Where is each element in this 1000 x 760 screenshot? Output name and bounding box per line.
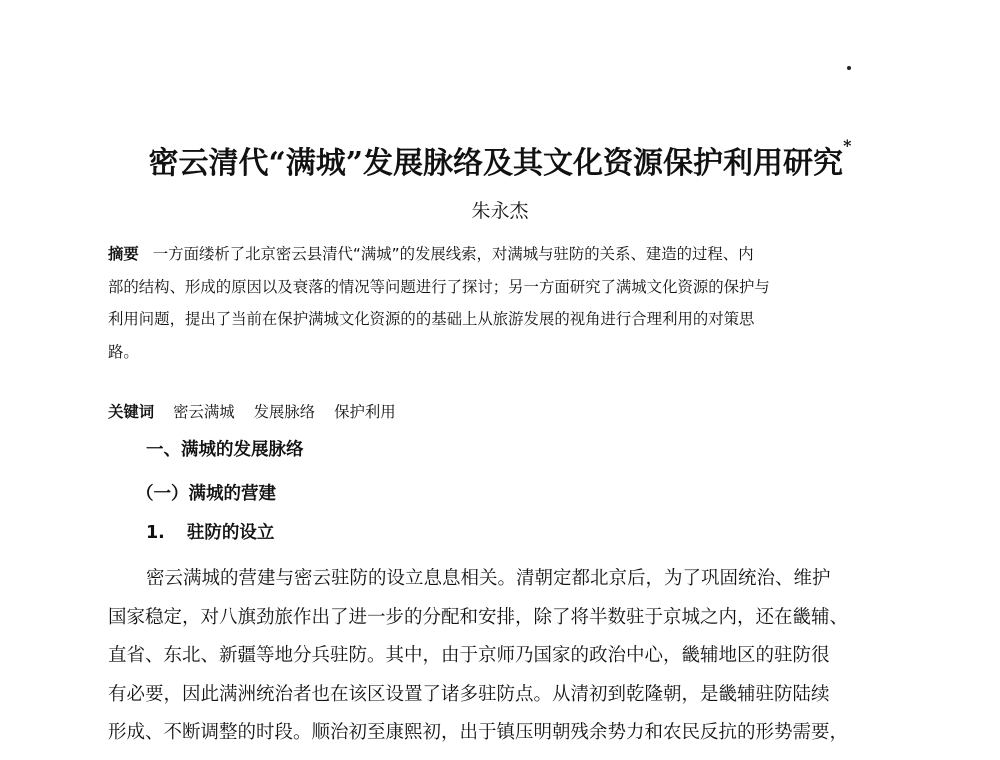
keyword: 密云满城 [173, 403, 235, 421]
keywords [108, 400, 396, 422]
author-name: 朱永杰 [471, 200, 529, 222]
section-heading: 一、满城的发展脉络 [146, 440, 304, 460]
scan-speck [847, 66, 851, 70]
title-footnote-mark: * [843, 136, 852, 155]
abstract-text: 一方面缕析了北京密云县清代“满城”的发展线索，对满城与驻防的关系、建造的过程、内 [152, 245, 754, 263]
abstract-line: 路。 [108, 342, 139, 361]
subsubsection-title: 驻防的设立 [186, 523, 275, 543]
body-line: 国家稳定，对八旗劲旅作出了进一步的分配和安排，除了将半数驻于京城之内，还在畿辅、 [108, 606, 849, 628]
keywords-label: 关键词 [108, 403, 155, 421]
subsubsection-number: 1. [146, 523, 165, 543]
abstract-line [108, 238, 868, 271]
keyword: 发展脉络 [253, 403, 316, 421]
paper-title [0, 138, 1000, 182]
paper-title-text: 密云清代“满城”发展脉络及其文化资源保护利用研究 [148, 146, 844, 181]
body-line: 密云满城的营建与密云驻防的设立息息相关。清朝定都北京后，为了巩固统治、维护 [146, 568, 831, 589]
abstract [108, 238, 868, 368]
body-line: 直省、东北、新疆等地分兵驻防。其中，由于京师乃国家的政治中心，畿辅地区的驻防很 [108, 645, 830, 666]
body-line: 有必要，因此满洲统治者也在该区设置了诸多驻防点。从清初到乾隆朝，是畿辅驻防陆续 [108, 683, 830, 705]
body-text [108, 560, 898, 753]
subsection-heading: （一）满城的营建 [136, 484, 276, 504]
body-line: 形成、不断调整的时段。顺治初至康熙初，出于镇压明朝残余势力和农民反抗的形势需要， [108, 722, 849, 743]
keyword: 保护利用 [334, 403, 396, 421]
abstract-line: 部的结构、形成的原因以及衰落的情况等问题进行了探讨；另一方面研究了满城文化资源的保护与 [108, 277, 770, 296]
abstract-label: 摘要 [108, 245, 139, 263]
abstract-line: 利用问题，提出了当前在保护满城文化资源的的基础上从旅游发展的视角进行合理利用的对策思 [108, 310, 755, 328]
subsubsection-heading [146, 519, 274, 544]
